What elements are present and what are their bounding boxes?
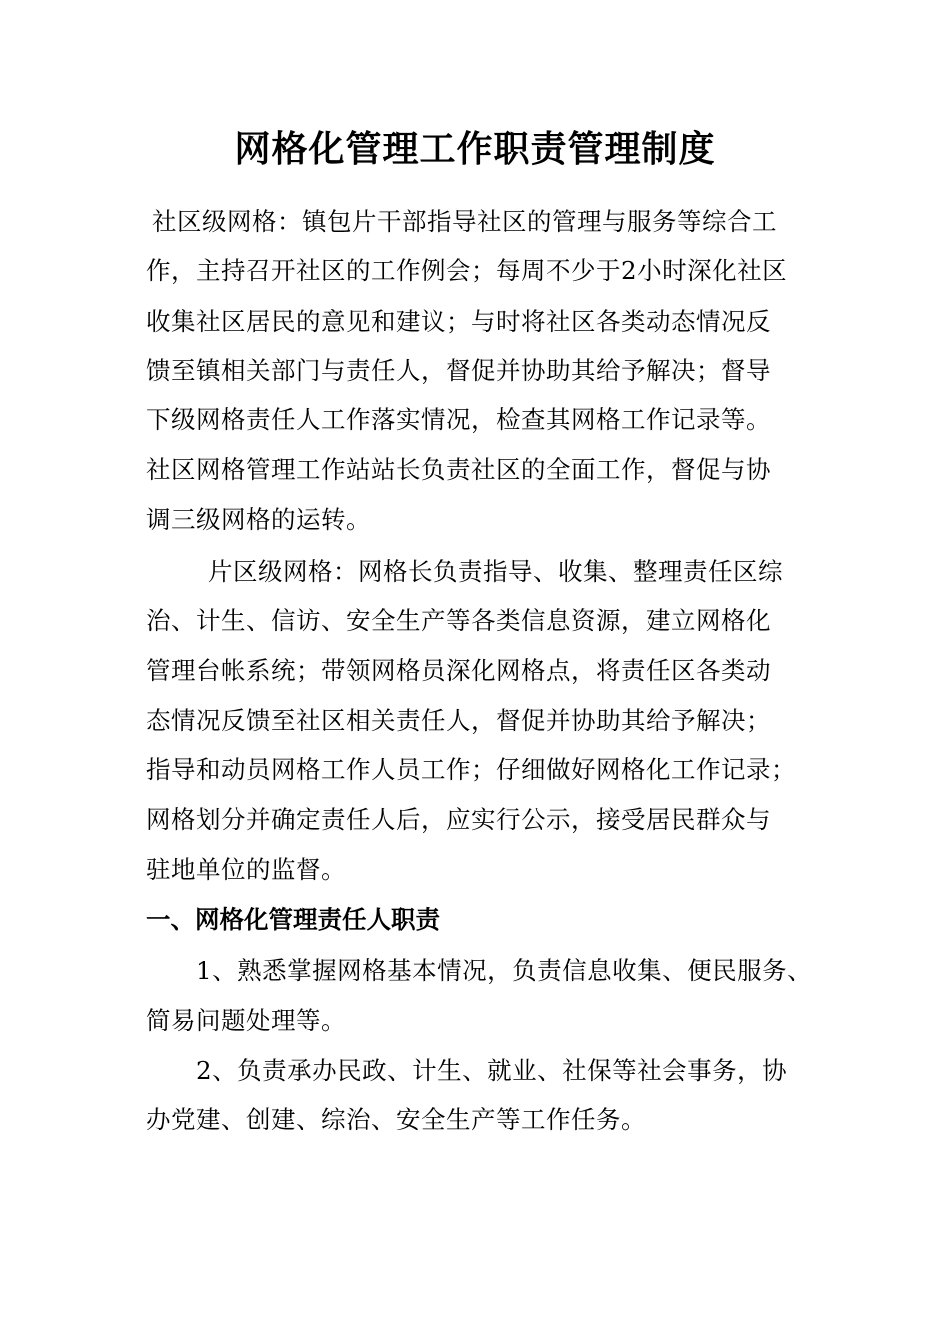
section-1-heading: 一、网格化管理责任人职责 [146, 905, 440, 934]
document-title: 网格化管理工作职责管理制度 [234, 129, 716, 170]
paragraph-1-line-7: 调三级网格的运转。 [146, 505, 371, 534]
paragraph-2-line-4: 态情况反馈至社区相关责任人，督促并协助其给予解决； [146, 706, 771, 735]
paragraph-1-line-2: 作，主持召开社区的工作例会；每周不少于2小时深化社区 [146, 256, 788, 285]
paragraph-2-line-2: 治、计生、信访、安全生产等各类信息资源，建立网格化 [146, 606, 771, 635]
section-1-item-2-line-2: 办党建、创建、综治、安全生产等工作任务。 [146, 1105, 646, 1134]
section-1-item-1-line-1: 1、熟悉掌握网格基本情况，负责信息收集、便民服务、 [196, 956, 813, 985]
paragraph-2-line-7: 驻地单位的监督。 [146, 855, 346, 884]
paragraph-1-line-5: 下级网格责任人工作落实情况，检查其网格工作记录等。 [146, 405, 771, 434]
section-1-item-2-line-1: 2、负责承办民政、计生、就业、社保等社会事务，协 [196, 1056, 788, 1085]
section-1-item-1-line-2: 简易问题处理等。 [146, 1006, 346, 1035]
paragraph-1-line-1: 社区级网格：镇包片干部指导社区的管理与服务等综合工 [152, 207, 777, 236]
paragraph-2-line-1: 片区级网格：网格长负责指导、收集、整理责任区综 [208, 557, 783, 586]
paragraph-1-line-6: 社区网格管理工作站站长负责社区的全面工作，督促与协 [146, 455, 771, 484]
paragraph-2-line-5: 指导和动员网格工作人员工作；仔细做好网格化工作记录； [146, 755, 796, 784]
paragraph-1-line-4: 馈至镇相关部门与责任人，督促并协助其给予解决；督导 [146, 356, 771, 385]
paragraph-1-line-3: 收集社区居民的意见和建议；与时将社区各类动态情况反 [146, 307, 771, 336]
paragraph-2-line-6: 网格划分并确定责任人后，应实行公示，接受居民群众与 [146, 805, 771, 834]
paragraph-2-line-3: 管理台帐系统；带领网格员深化网格点，将责任区各类动 [146, 656, 771, 685]
